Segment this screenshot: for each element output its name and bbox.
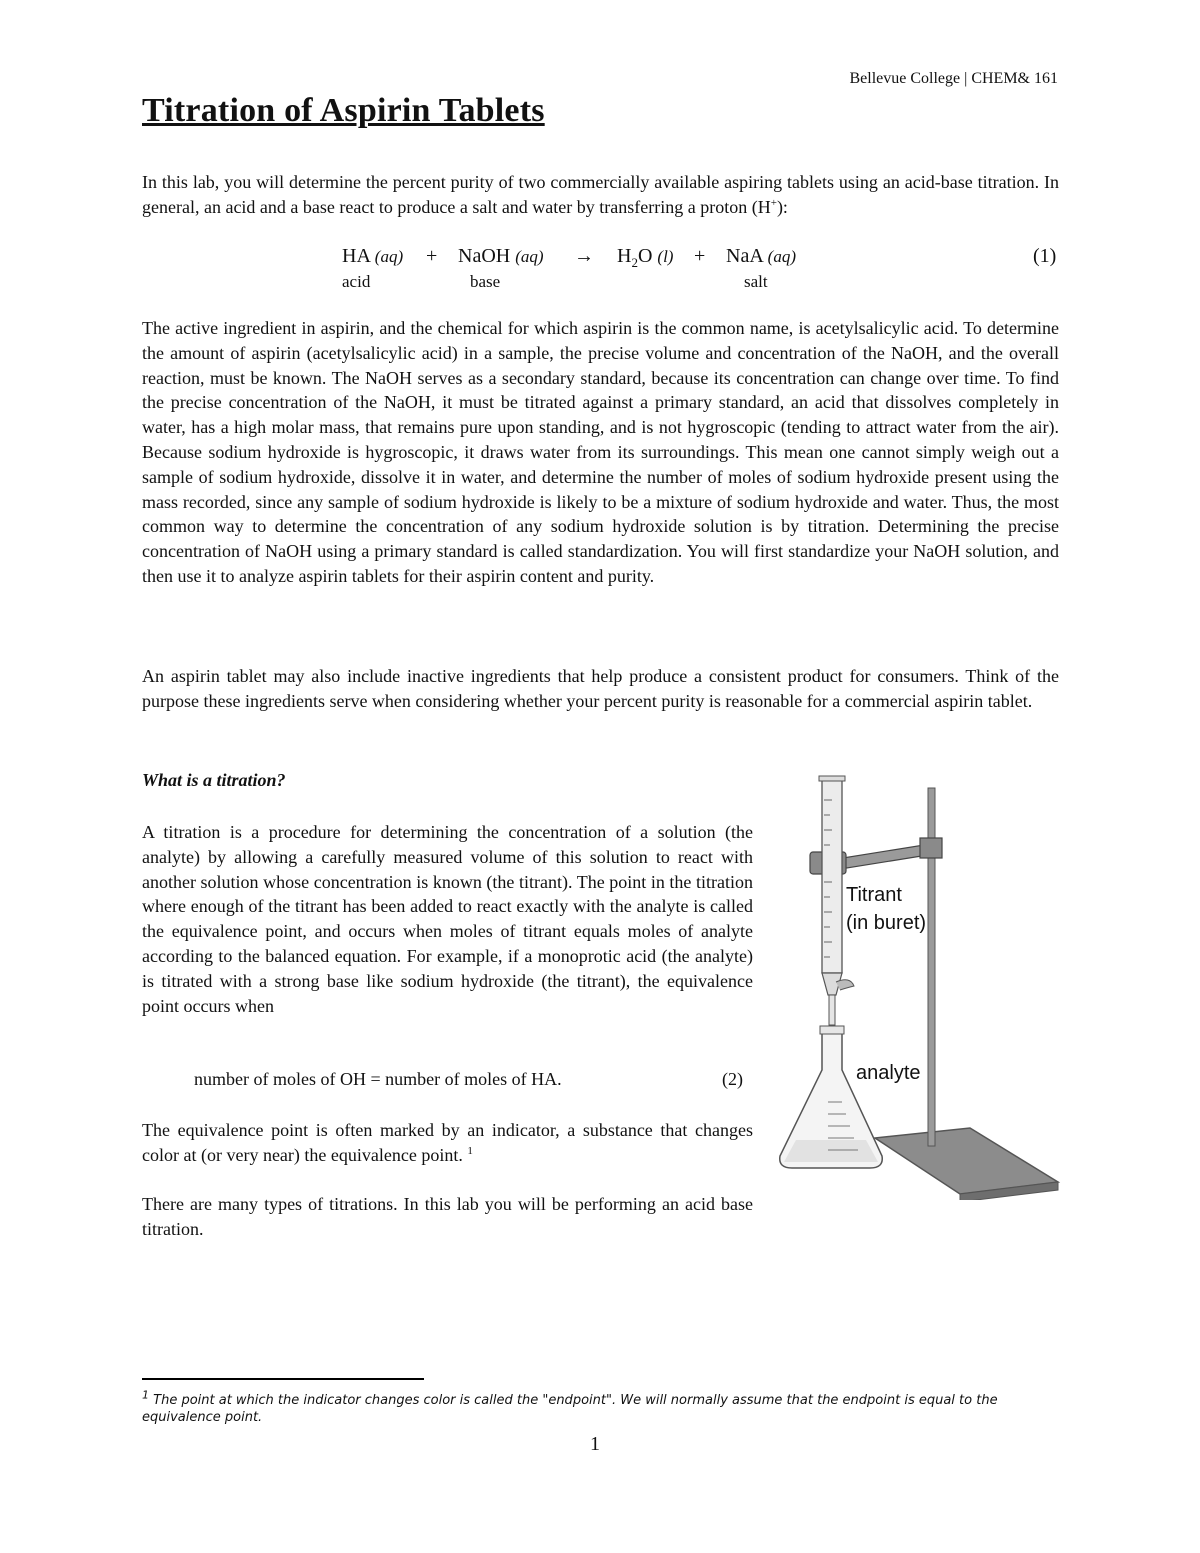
- titration-apparatus-figure: [770, 770, 1070, 1200]
- equation-2: number of moles of OH = number of moles of HA.: [194, 1069, 562, 1089]
- indicator-paragraph: [142, 1118, 753, 1168]
- eq1-naa: [726, 245, 796, 268]
- eq1-label-acid: acid: [342, 272, 371, 291]
- eq1-label-base: base: [470, 272, 501, 291]
- footnote-text: The point at which the indicator changes color is called the "endpoint". We will normally assume that the endpoint is equal to the equivalence point.: [142, 1393, 998, 1425]
- eq1-number: (1): [1033, 245, 1057, 267]
- page-title: Titration of Aspirin Tablets: [142, 92, 545, 129]
- eq1-water: [617, 245, 673, 271]
- footnote: [142, 1388, 1062, 1426]
- eq1-water-h: H: [617, 245, 632, 267]
- eq1-water-state: (l): [657, 247, 674, 266]
- eq1-plus-2: +: [694, 245, 706, 267]
- page-number: 1: [590, 1433, 600, 1455]
- figure-label-buret: (in buret): [846, 912, 927, 934]
- eq1-naoh-state: (aq): [515, 247, 544, 266]
- aspirin-paragraph: The active ingredient in aspirin, and the chemical for which aspirin is the common name, is acetylsalicylic acid. To determine the amount of aspirin (acetylsalicylic acid) in a sample, the precise volume and concentration of the NaOH, and the overall reaction, must be known. The NaOH serves as a secondary standard, because its concentration can change over time. To find the precise concentration of the NaOH, it must be titrated against a primary standard, an acid that dissolves completely in water, has a high molar mass, that remains pure upon standing, and is not hygroscopic (tending to attract water from the air). Because sodium hydroxide is hygroscopic, it draws water from its surroundings. This mean one cannot simply weigh out a sample of sodium hydroxide, dissolve it in water, and determine the number of moles of sodium hydroxide present using the mass recorded, since any sample of sodium hydroxide is likely to be a mixture of sodium hydroxide and water. Thus, the most common way to determine the concentration of any sodium hydroxide solution is by titration. Determining the precise concentration of NaOH using a primary standard is called standardization. You will first standardize your NaOH solution, and then use it to analyze aspirin tablets for their aspirin content and purity.: [142, 318, 1059, 586]
- eq1-arrow: →: [574, 245, 594, 267]
- eq1-naa-formula: NaA: [726, 245, 763, 267]
- course-header: Bellevue College | CHEM& 161: [849, 70, 1058, 87]
- figure-label-titrant: Titrant: [846, 884, 902, 906]
- titration-paragraph: A titration is a procedure for determining the concentration of a solution (the analyte) by allowing a carefully measured volume of this solution to react with another solution whose concentration is known (the titrant). The point in the titration where enough of the titrant has been added to react exactly with the analyte is called the equivalence point, and occurs when moles of titrant equals moles of analyte according to the balanced equation. For example, if a monoprotic acid (the analyte) is titrated with a strong base like sodium hydroxide (the titrant), the equivalence point occurs when: [142, 822, 753, 1016]
- eq1-naoh: [458, 245, 544, 268]
- eq1-water-o: O: [637, 245, 653, 267]
- proton-superscript: +: [770, 196, 777, 209]
- eq1-ha-formula: HA: [342, 245, 370, 267]
- footnote-marker: 1: [142, 1388, 149, 1402]
- eq1-plus-1: +: [426, 245, 438, 267]
- inactive-ingredients-paragraph: An aspirin tablet may also include inactive ingredients that help produce a consistent product for consumers. Think of the purpose these ingredients serve when considering whether your percent purity is reasonable for a commercial aspirin tablet.: [142, 666, 1059, 711]
- intro-paragraph: [142, 170, 1059, 220]
- types-paragraph: There are many types of titrations. In this lab you will be performing an acid base titration.: [142, 1194, 753, 1239]
- eq1-label-salt: salt: [744, 272, 768, 291]
- eq1-ha-state: (aq): [374, 247, 404, 266]
- intro-text-end: ):: [776, 196, 788, 217]
- indicator-text: The equivalence point is often marked by an indicator, a substance that changes color at (or very near) the equivalence point.: [142, 1120, 753, 1165]
- eq1-water-subscript: 2: [631, 255, 638, 270]
- intro-text: In this lab, you will determine the percent purity of two commercially available aspiring tablets using an acid-base titration. In general, an acid and a base react to produce a salt and water by transferring a proton (H: [142, 172, 1059, 217]
- eq1-ha: [342, 245, 403, 268]
- eq1-naa-state: (aq): [767, 247, 796, 266]
- eq1-naoh-formula: NaOH: [458, 245, 511, 267]
- section-heading: What is a titration?: [142, 770, 286, 790]
- titration-apparatus-drawing: [770, 770, 1070, 1200]
- eq2-number: (2): [722, 1069, 743, 1089]
- figure-label-analyte: analyte: [856, 1062, 921, 1084]
- footnote-separator: [142, 1378, 424, 1380]
- footnote-reference: 1: [467, 1144, 473, 1157]
